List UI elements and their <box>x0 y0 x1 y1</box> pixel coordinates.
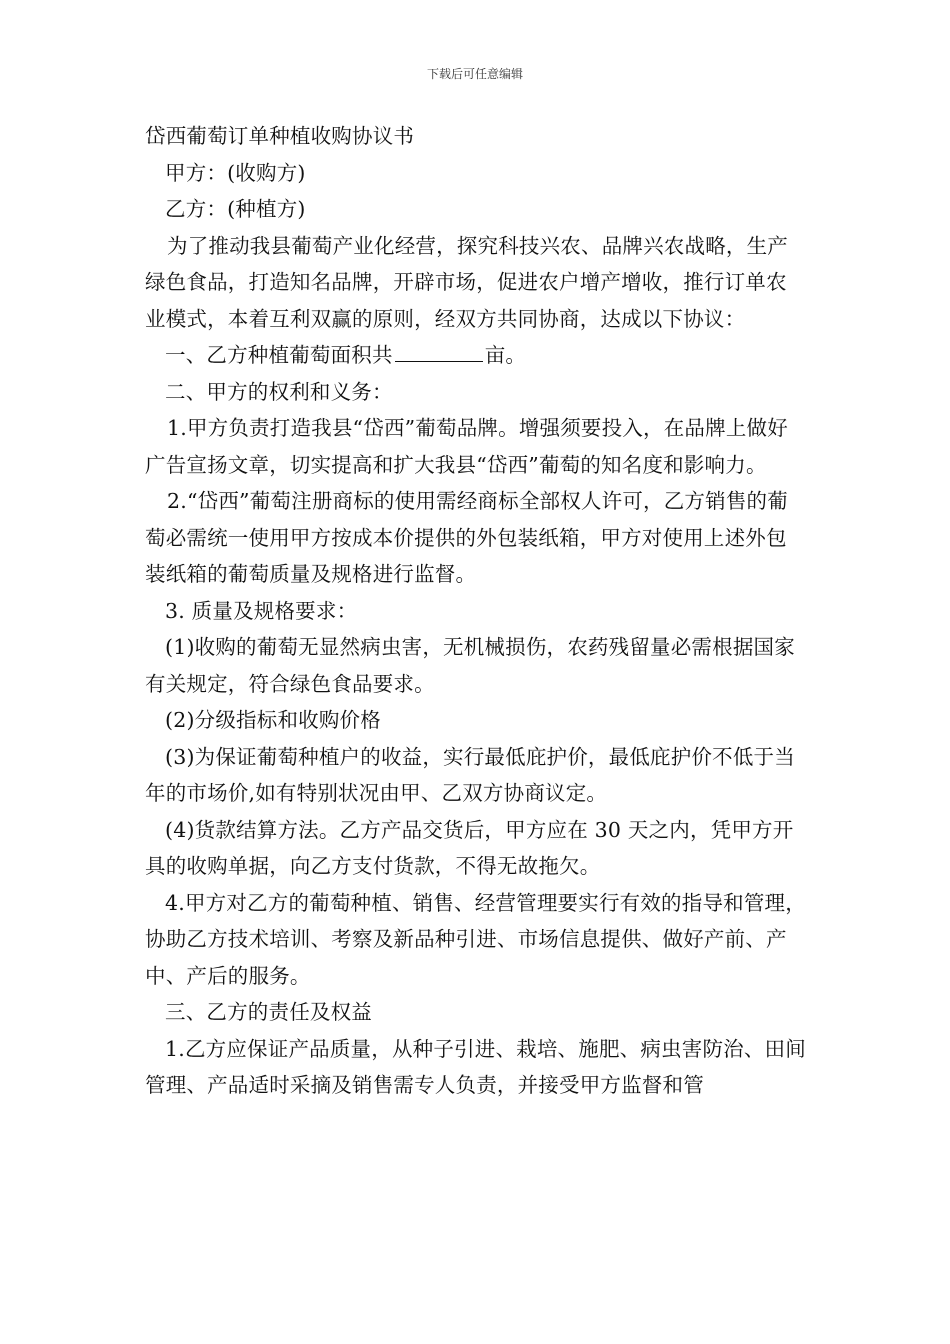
party-b-line: 乙方：(种植方) <box>165 197 306 221</box>
section-2-item-2: 2.“岱西”葡萄注册商标的使用需经商标全部权人许可，乙方销售的葡萄必需统一使用甲方按成本价提供的外包装纸箱，甲方对使用上述外包装纸箱的葡萄质量及规格进行监督。 <box>145 489 788 586</box>
section-1-text-after: 亩。 <box>484 343 527 367</box>
section-2-item-3-1: (1)收购的葡萄无显然病虫害，无机械损伤，农药残留量必需根据国家有关规定，符合绿色食品要求。 <box>145 635 795 696</box>
document-body <box>145 118 807 1104</box>
header-note: 下载后可任意编辑 <box>426 67 523 81</box>
section-1-text-before: 一、乙方种植葡萄面积共 <box>165 343 393 367</box>
section-2-item-1: 1.甲方负责打造我县“岱西”葡萄品牌。增强须要投入，在品牌上做好广告宣扬文章，切实提高和扩大我县“岱西”葡萄的知名度和影响力。 <box>145 416 788 477</box>
section-2-item-4: 4.甲方对乙方的葡萄种植、销售、经营管理要实行有效的指导和管理，协助乙方技术培训、考察及新品种引进、市场信息提供、做好产前、产中、产后的服务。 <box>145 890 806 988</box>
section-1-line <box>145 337 807 374</box>
section-3-heading: 三、乙方的责任及权益 <box>165 1000 372 1024</box>
section-3-item-1: 1.乙方应保证产品质量，从种子引进、栽培、施肥、病虫害防治、田间管理、产品适时采摘及销售需专人负责，并接受甲方监督和管 <box>145 1036 806 1097</box>
section-2-item-3-3: (3)为保证葡萄种植户的收益，实行最低庇护价，最低庇护价不低于当年的市场价,如有特别状况由甲、乙双方协商议定。 <box>145 744 795 805</box>
document-title: 岱西葡萄订单种植收购协议书 <box>145 124 415 148</box>
section-2-item-3: 3. 质量及规格要求： <box>165 598 358 623</box>
section-2-item-3-4: (4)货款结算方法。乙方产品交货后，甲方应在 30 天之内，凭甲方开具的收购单据，向乙方支付货款，不得无故拖欠。 <box>145 817 794 878</box>
area-blank-field <box>395 339 483 362</box>
section-2-heading: 二、甲方的权利和义务： <box>165 379 393 404</box>
section-2-item-3-2: (2)分级指标和收购价格 <box>165 708 381 732</box>
intro-paragraph: 为了推动我县葡萄产业化经营，探究科技兴农、品牌兴农战略，生产绿色食品，打造知名品牌，开辟市场，促进农户增产增收，推行订单农业模式，本着互利双赢的原则，经双方共同协商，达成以下协议： <box>145 233 788 331</box>
party-a-line: 甲方：(收购方) <box>165 160 306 185</box>
